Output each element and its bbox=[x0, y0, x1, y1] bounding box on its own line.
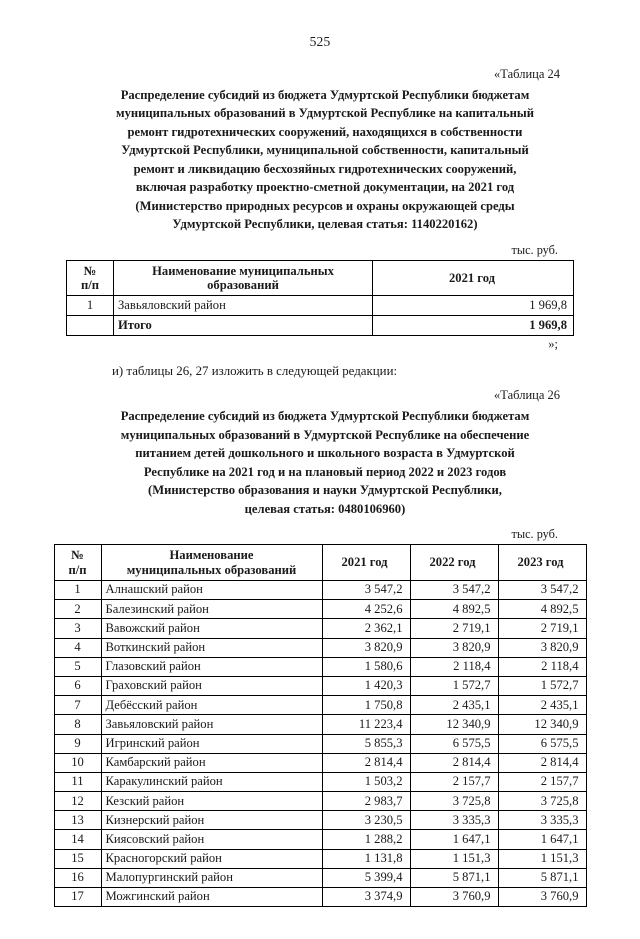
title-line: (Министерство природных ресурсов и охраны окружающей среды bbox=[135, 198, 515, 213]
cell-number-empty bbox=[67, 316, 114, 336]
header-num-line1: № bbox=[71, 548, 84, 563]
column-header-name bbox=[101, 545, 322, 581]
transition-paragraph: и) таблицы 26, 27 изложить в следующей редакции: bbox=[112, 364, 398, 379]
column-header-number bbox=[67, 260, 114, 296]
table-row bbox=[54, 830, 586, 849]
table-row bbox=[54, 849, 586, 868]
document-page bbox=[0, 34, 640, 939]
column-header-number bbox=[54, 545, 101, 581]
table-24-closing-mark: »; bbox=[548, 337, 558, 352]
cell-total-value: 1 969,8 bbox=[373, 316, 574, 336]
cell-municipality-name: Можгинский район bbox=[101, 888, 322, 907]
cell-value-2023: 12 340,9 bbox=[498, 715, 586, 734]
title-line: ремонт и ликвидацию бесхозяйных гидротехнических сооружений, bbox=[133, 161, 517, 176]
cell-municipality-name: Вавожский район bbox=[101, 619, 322, 638]
table-24-body bbox=[67, 296, 574, 336]
cell-number: 14 bbox=[54, 830, 101, 849]
cell-value-2023: 3 547,2 bbox=[498, 581, 586, 600]
cell-value-2022: 2 719,1 bbox=[410, 619, 498, 638]
title-line: Распределение субсидий из бюджета Удмуртской Республики бюджетам bbox=[120, 88, 530, 102]
cell-number: 13 bbox=[54, 811, 101, 830]
cell-value-2022: 3 335,3 bbox=[410, 811, 498, 830]
cell-value-2022: 3 820,9 bbox=[410, 638, 498, 657]
table-26-body bbox=[54, 581, 586, 907]
table-24-header bbox=[67, 260, 574, 296]
table-row bbox=[54, 581, 586, 600]
column-header-year-2022: 2022 год bbox=[410, 545, 498, 581]
table-24 bbox=[66, 260, 574, 337]
title-line: Удмуртской Республики, муниципальной собственности, капитальный bbox=[121, 143, 529, 158]
table-24-label: «Таблица 24 bbox=[494, 67, 560, 81]
cell-number: 7 bbox=[54, 696, 101, 715]
column-header-year-2021: 2021 год bbox=[373, 260, 574, 296]
column-header-name bbox=[114, 260, 373, 296]
cell-value-2022: 3 547,2 bbox=[410, 581, 498, 600]
cell-value-2021: 1 503,2 bbox=[322, 772, 410, 791]
table-row bbox=[54, 638, 586, 657]
cell-municipality-name: Камбарский район bbox=[101, 753, 322, 772]
title-line: муниципальных образований в Удмуртской Республике на обеспечение bbox=[120, 427, 530, 442]
table-row bbox=[54, 772, 586, 791]
title-line: Республике на 2021 год и на плановый период 2022 и 2023 годов bbox=[143, 464, 507, 479]
header-name-line1: Наименование bbox=[169, 548, 254, 563]
table-24-title bbox=[0, 86, 640, 234]
table-row bbox=[54, 676, 586, 695]
cell-municipality-name: Воткинский район bbox=[101, 638, 322, 657]
cell-municipality-name: Каракулинский район bbox=[101, 772, 322, 791]
cell-number: 5 bbox=[54, 657, 101, 676]
cell-value-2022: 2 118,4 bbox=[410, 657, 498, 676]
cell-value-2021: 1 288,2 bbox=[322, 830, 410, 849]
cell-value-2022: 2 814,4 bbox=[410, 753, 498, 772]
cell-number: 2 bbox=[54, 600, 101, 619]
cell-value-2021: 11 223,4 bbox=[322, 715, 410, 734]
cell-value-2021: 1 750,8 bbox=[322, 696, 410, 715]
cell-value-2022: 5 871,1 bbox=[410, 868, 498, 887]
header-name-line2: муниципальных образований bbox=[126, 562, 297, 577]
cell-total-label: Итого bbox=[114, 316, 373, 336]
cell-value-2023: 2 435,1 bbox=[498, 696, 586, 715]
cell-value-2022: 4 892,5 bbox=[410, 600, 498, 619]
cell-value-2021: 1 969,8 bbox=[373, 296, 574, 316]
table-row bbox=[54, 657, 586, 676]
cell-value-2022: 3 725,8 bbox=[410, 792, 498, 811]
cell-number: 4 bbox=[54, 638, 101, 657]
table-row bbox=[67, 296, 574, 316]
cell-value-2022: 12 340,9 bbox=[410, 715, 498, 734]
cell-number: 10 bbox=[54, 753, 101, 772]
cell-value-2023: 4 892,5 bbox=[498, 600, 586, 619]
title-line: (Министерство образования и науки Удмуртской Республики, bbox=[148, 483, 502, 498]
cell-municipality-name: Дебёсский район bbox=[101, 696, 322, 715]
table-row bbox=[54, 715, 586, 734]
cell-number: 8 bbox=[54, 715, 101, 734]
table-row bbox=[54, 888, 586, 907]
cell-value-2021: 2 983,7 bbox=[322, 792, 410, 811]
cell-municipality-name: Игринский район bbox=[101, 734, 322, 753]
table-26-title bbox=[0, 407, 640, 518]
cell-value-2023: 3 335,3 bbox=[498, 811, 586, 830]
cell-number: 1 bbox=[54, 581, 101, 600]
header-num-line1: № bbox=[83, 263, 97, 278]
cell-municipality-name: Глазовский район bbox=[101, 657, 322, 676]
cell-number: 12 bbox=[54, 792, 101, 811]
cell-value-2021: 3 374,9 bbox=[322, 888, 410, 907]
cell-number: 16 bbox=[54, 868, 101, 887]
cell-municipality-name: Киясовский район bbox=[101, 830, 322, 849]
cell-value-2021: 3 547,2 bbox=[322, 581, 410, 600]
cell-number: 15 bbox=[54, 849, 101, 868]
header-name-line1: Наименование муниципальных bbox=[152, 263, 334, 278]
cell-value-2023: 3 820,9 bbox=[498, 638, 586, 657]
cell-value-2021: 2 814,4 bbox=[322, 753, 410, 772]
cell-value-2023: 5 871,1 bbox=[498, 868, 586, 887]
cell-value-2022: 1 572,7 bbox=[410, 676, 498, 695]
table-26-header bbox=[54, 545, 586, 581]
table-row bbox=[54, 619, 586, 638]
title-line: муниципальных образований в Удмуртской Республике на капитальный bbox=[116, 106, 534, 121]
title-line: включая разработку проектно-сметной документации, на 2021 год bbox=[135, 180, 515, 195]
column-header-year-2021: 2021 год bbox=[322, 545, 410, 581]
cell-value-2023: 1 572,7 bbox=[498, 676, 586, 695]
cell-number: 11 bbox=[54, 772, 101, 791]
table-row bbox=[54, 600, 586, 619]
cell-value-2022: 1 151,3 bbox=[410, 849, 498, 868]
cell-value-2023: 3 760,9 bbox=[498, 888, 586, 907]
column-header-year-2023: 2023 год bbox=[498, 545, 586, 581]
header-num-line2: п/п bbox=[80, 277, 99, 292]
table-row bbox=[54, 753, 586, 772]
cell-value-2022: 2 157,7 bbox=[410, 772, 498, 791]
table-row bbox=[54, 734, 586, 753]
title-line: целевая статья: 0480106960) bbox=[244, 501, 406, 516]
cell-value-2023: 2 814,4 bbox=[498, 753, 586, 772]
cell-value-2022: 6 575,5 bbox=[410, 734, 498, 753]
cell-value-2023: 1 151,3 bbox=[498, 849, 586, 868]
table-row bbox=[54, 811, 586, 830]
table-row bbox=[54, 792, 586, 811]
title-line: ремонт гидротехнических сооружений, находящихся в собственности bbox=[127, 124, 523, 139]
cell-municipality-name: Красногорский район bbox=[101, 849, 322, 868]
cell-value-2021: 5 399,4 bbox=[322, 868, 410, 887]
cell-value-2021: 1 420,3 bbox=[322, 676, 410, 695]
cell-municipality-name: Кезский район bbox=[101, 792, 322, 811]
cell-value-2021: 3 820,9 bbox=[322, 638, 410, 657]
cell-number: 9 bbox=[54, 734, 101, 753]
table-row bbox=[54, 868, 586, 887]
title-line: питанием детей дошкольного и школьного возраста в Удмуртской bbox=[135, 446, 515, 461]
table-row bbox=[54, 696, 586, 715]
cell-municipality-name: Завьяловский район bbox=[101, 715, 322, 734]
cell-number: 17 bbox=[54, 888, 101, 907]
title-line: Удмуртской Республики, целевая статья: 1140220162) bbox=[172, 217, 478, 232]
cell-number: 3 bbox=[54, 619, 101, 638]
table-header-row bbox=[54, 545, 586, 581]
header-num-line2: п/п bbox=[68, 562, 87, 577]
header-name-line2: образований bbox=[207, 277, 279, 292]
cell-value-2023: 6 575,5 bbox=[498, 734, 586, 753]
cell-municipality-name: Балезинский район bbox=[101, 600, 322, 619]
cell-number: 6 bbox=[54, 676, 101, 695]
cell-number: 1 bbox=[67, 296, 114, 316]
table-header-row bbox=[67, 260, 574, 296]
cell-value-2021: 1 580,6 bbox=[322, 657, 410, 676]
cell-value-2023: 3 725,8 bbox=[498, 792, 586, 811]
cell-value-2023: 2 118,4 bbox=[498, 657, 586, 676]
cell-value-2022: 3 760,9 bbox=[410, 888, 498, 907]
cell-municipality-name: Завьяловский район bbox=[114, 296, 373, 316]
cell-value-2021: 2 362,1 bbox=[322, 619, 410, 638]
cell-municipality-name: Кизнерский район bbox=[101, 811, 322, 830]
title-line: Распределение субсидий из бюджета Удмуртской Республики бюджетам bbox=[120, 409, 530, 424]
cell-value-2021: 3 230,5 bbox=[322, 811, 410, 830]
table-24-units: тыс. руб. bbox=[511, 242, 558, 257]
cell-value-2023: 2 157,7 bbox=[498, 772, 586, 791]
cell-municipality-name: Граховский район bbox=[101, 676, 322, 695]
table-26-label: «Таблица 26 bbox=[494, 388, 560, 403]
cell-value-2021: 5 855,3 bbox=[322, 734, 410, 753]
page-number: 525 bbox=[309, 34, 331, 49]
table-26-units: тыс. руб. bbox=[511, 527, 558, 542]
cell-value-2022: 2 435,1 bbox=[410, 696, 498, 715]
cell-value-2023: 1 647,1 bbox=[498, 830, 586, 849]
cell-municipality-name: Алнашский район bbox=[101, 581, 322, 600]
cell-value-2023: 2 719,1 bbox=[498, 619, 586, 638]
cell-value-2021: 1 131,8 bbox=[322, 849, 410, 868]
cell-value-2021: 4 252,6 bbox=[322, 600, 410, 619]
table-26 bbox=[54, 544, 587, 907]
table-total-row bbox=[67, 316, 574, 336]
cell-value-2022: 1 647,1 bbox=[410, 830, 498, 849]
cell-municipality-name: Малопургинский район bbox=[101, 868, 322, 887]
